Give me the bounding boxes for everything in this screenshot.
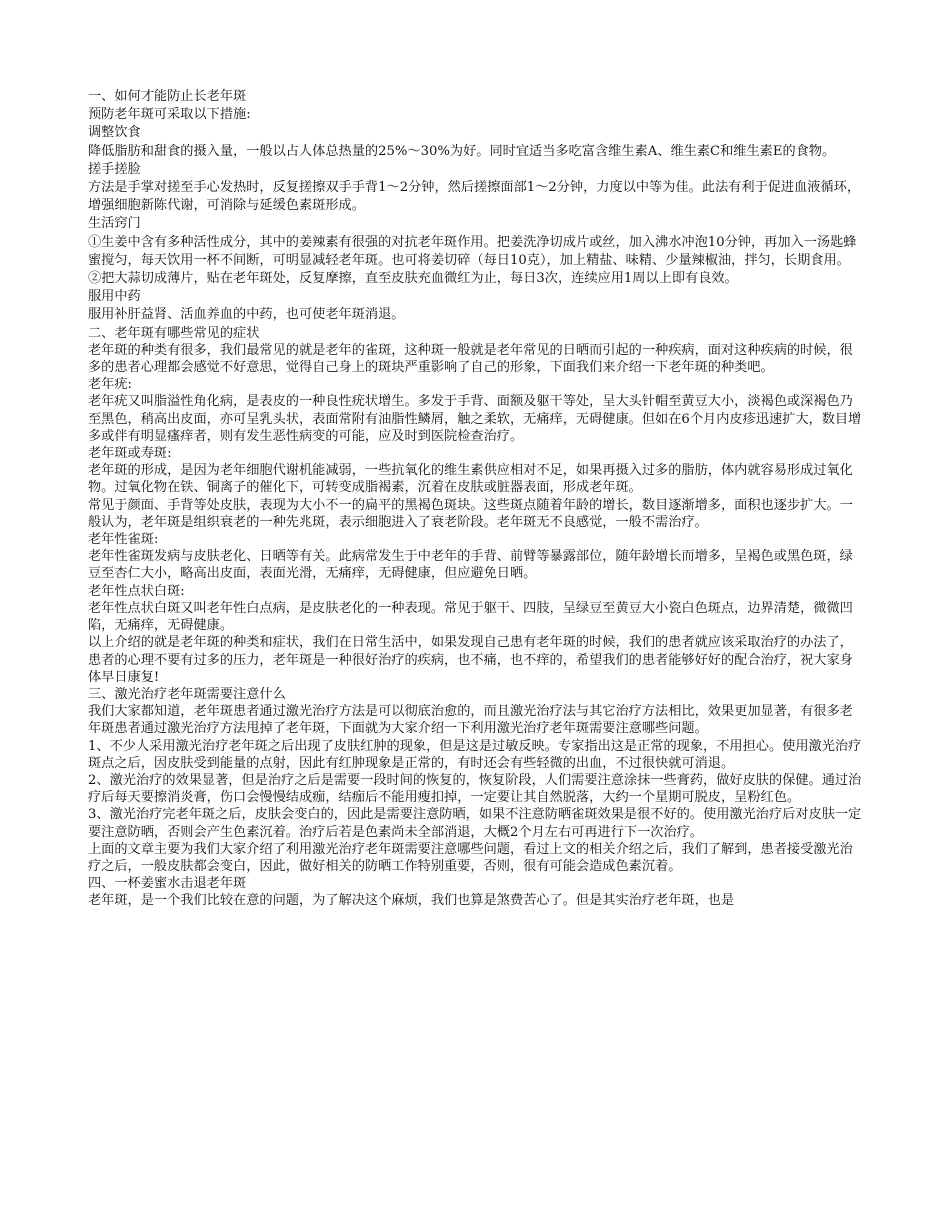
subheading-rub-hands: 搓手搓脸: [88, 161, 141, 177]
paragraph: 3、激光治疗完老年斑之后，皮肤会变白的，因此是需要注意防晒，如果不注意防晒雀斑效果是很不好的。使用激光治疗后对皮肤一定要注意防晒，否则会产生色素沉着。治疗后若是色素尚未全部消退，大概2个月左右可再进行下一次治疗。: [88, 807, 862, 840]
section-heading-1: 一、如何才能防止长老年斑: [88, 89, 247, 104]
paragraph: 上面的文章主要为我们大家介绍了利用激光治疗老年斑需要注意哪些问题，看过上文的相关介绍之后，我们了解到，患者接受激光治疗之后，一般皮肤都会变白，因此，做好相关的防晒工作特别重要，否则，很有可能会造成色素沉着。: [88, 841, 853, 874]
section-heading-4: 四、一杯姜蜜水击退老年斑: [88, 876, 247, 892]
paragraph: 我们大家都知道，老年斑患者通过激光治疗方法是可以彻底治愈的，而且激光治疗法与其它治疗方法相比，效果更加显著，有很多老年斑患者通过激光治疗方法甩掉了老年斑，下面就为大家介绍一下利用激光治疗老年斑需要注意哪些问题。: [88, 704, 853, 737]
paragraph: 以上介绍的就是老年斑的种类和症状，我们在日常生活中，如果发现自己患有老年斑的时候，我们的患者就应该采取治疗的办法了，患者的心理不要有过多的压力，老年斑是一种很好治疗的疾病，也不痛，也不痒的，希望我们的患者能够好好的配合治疗，祝大家身体早日康复!: [88, 635, 853, 685]
paragraph: 老年斑，是一个我们比较在意的问题，为了解决这个麻烦，我们也算是煞费苦心了。但是其实治疗老年斑，也是: [88, 893, 735, 909]
paragraph: 老年疣又叫脂溢性角化病，是表皮的一种良性疣状增生。多发于手背、面额及躯干等处，呈大头针帽至黄豆大小，淡褐色或深褐色乃至黑色，稍高出皮面，亦可呈乳头状，表面常附有油脂性鳞屑，触之柔软，无痛痒，无碍健康。但如在6个月内皮疹迅速扩大，数目增多或伴有明显瘙痒者，则有发生恶性病变的可能，应及时到医院检查治疗。: [88, 394, 862, 444]
paragraph: 常见于颜面、手背等处皮肤，表现为大小不一的扁平的黑褐色斑块。这些斑点随着年龄的增长，数目逐渐增多，面积也逐步扩大。一般认为，老年斑是组织衰老的一种先兆斑，表示细胞进入了衰老阶段。老年斑无不良感觉，一般不需治疗。: [88, 497, 853, 530]
paragraph: 老年性雀斑发病与皮肤老化、日晒等有关。此病常发生于中老年的手背、前臂等暴露部位，随年龄增长而增多，呈褐色或黑色斑，绿豆至杏仁大小，略高出皮面，表面光滑，无痛痒，无碍健康，但应避免日晒。: [88, 549, 853, 582]
paragraph: ①生姜中含有多种活性成分，其中的姜辣素有很强的对抗老年斑作用。把姜洗净切成片或丝，加入沸水冲泡10分钟，再加入一汤匙蜂蜜搅匀，每天饮用一杯不间断，可明显减轻老年斑。也可将姜切碎（每日10克），加上精盐、味精、少量辣椒油，拌匀，长期食用。: [88, 234, 857, 268]
subheading-wart: 老年疣:: [88, 377, 133, 393]
paragraph: ②把大蒜切成薄片，贴在老年斑处，反复摩擦，直至皮肤充血微红为止，每日3次，连续应用1周以上即有良效。: [88, 271, 738, 287]
paragraph: 老年性点状白斑又叫老年性白点病，是皮肤老化的一种表现。常见于躯干、四肢，呈绿豆至黄豆大小瓷白色斑点，边界清楚，微微凹陷，无痛痒，无碍健康。: [88, 600, 853, 634]
document-body: [88, 88, 863, 910]
paragraph: 1、不少人采用激光治疗老年斑之后出现了皮肤红肿的现象，但是这是过敏反映。专家指出这是正常的现象，不用担心。使用激光治疗斑点之后，因皮肤受到能量的点射，因此有红肿现象是正常的，有时还会有些轻微的出血，不过很快就可消退。: [88, 738, 862, 771]
subheading-diet: 调整饮食: [88, 125, 141, 141]
paragraph: 预防老年斑可采取以下措施:: [88, 107, 251, 123]
paragraph: 2、激光治疗的效果显著，但是治疗之后是需要一段时间的恢复的，恢复阶段，人们需要注意涂抹一些膏药，做好皮肤的保健。通过治疗后每天要擦消炎膏，伤口会慢慢结成痂，结痂后不能用瘦扣掉，一定要让其自然脱落，大约一个星期可脱皮，呈粉红色。: [88, 772, 862, 806]
paragraph: 方法是手掌对搓至手心发热时，反复搓擦双手手背1～2分钟，然后搓擦面部1～2分钟，力度以中等为佳。此法有利于促进血液循环，增强细胞新陈代谢，可消除与延缓色素斑形成。: [88, 180, 861, 214]
subheading-age-spot: 老年斑或寿斑:: [88, 446, 172, 462]
section-heading-3: 三、激光治疗老年斑需要注意什么: [88, 686, 286, 702]
paragraph: 老年斑的形成，是因为老年细胞代谢机能减弱，一些抗氧化的维生素供应相对不足，如果再摄入过多的脂肪，体内就容易形成过氧化物。过氧化物在铁、铜离子的催化下，可转变成脂褐素，沉着在皮肤或脏器表面，形成老年斑。: [88, 463, 853, 496]
paragraph: 降低脂肪和甜食的摄入量，一般以占人体总热量的25%～30%为好。同时宜适当多吃富含维生素A、维生素C和维生素E的食物。: [88, 143, 836, 159]
subheading-life-tips: 生活窍门: [88, 216, 141, 232]
subheading-medicine: 服用中药: [88, 289, 141, 305]
paragraph: 服用补肝益肾、活血养血的中药，也可使老年斑消退。: [88, 307, 405, 323]
subheading-freckle: 老年性雀斑:: [88, 532, 159, 548]
paragraph: 老年斑的种类有很多，我们最常见的就是老年的雀斑，这种斑一般就是老年常见的日晒而引起的一种疾病，面对这种疾病的时候，很多的患者心理都会感觉不好意思，觉得自己身上的斑块严重影响了自己的形象，下面我们来介绍一下老年斑的种类吧。: [88, 342, 853, 376]
section-heading-2: 二、老年斑有哪些常见的症状: [88, 325, 260, 341]
subheading-white-spot: 老年性点状白斑:: [88, 583, 185, 599]
